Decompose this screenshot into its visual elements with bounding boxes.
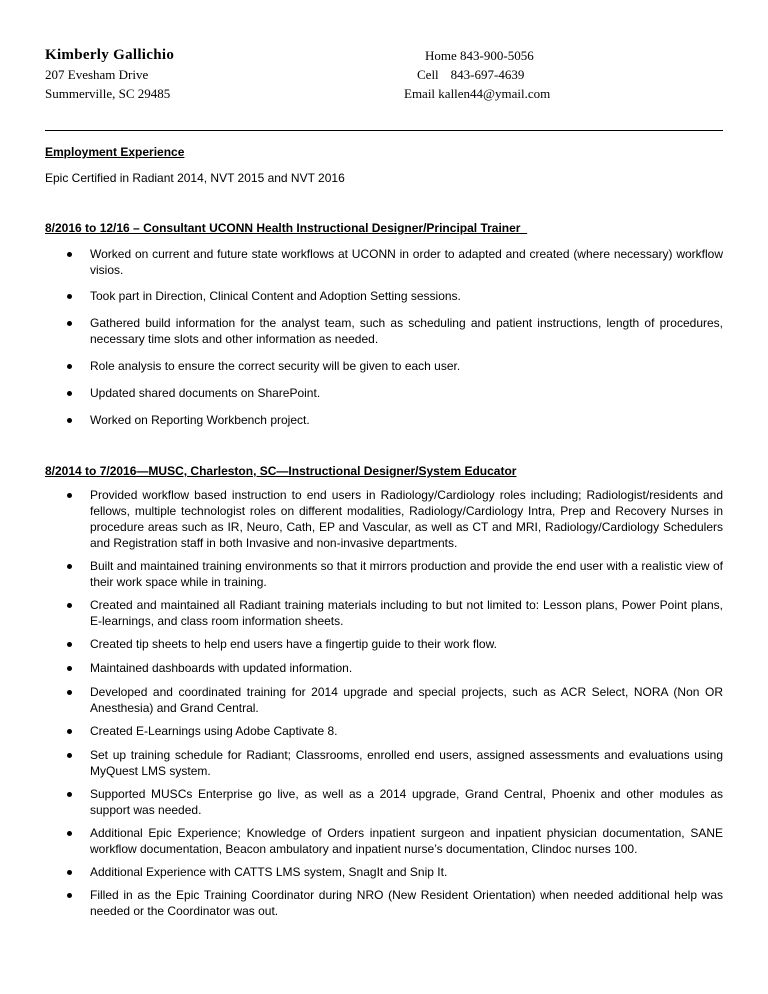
cell-phone-row xyxy=(404,65,550,84)
bullet-icon xyxy=(67,870,72,875)
list-item xyxy=(45,487,723,551)
bullet-icon xyxy=(67,893,72,898)
bullet-text: Additional Epic Experience; Knowledge of Orders inpatient surgeon and inpatient physician documentation, SANE workflow documentation, Beacon ambulatory and inpatient nurse’s documentation, Clindoc nurses 100. xyxy=(90,826,723,856)
bullet-text: Set up training schedule for Radiant; Classrooms, enrolled end users, assigned assessments and evaluations using MyQuest LMS system. xyxy=(90,748,723,778)
bullet-text: Created E-Learnings using Adobe Captivate 8. xyxy=(90,724,338,738)
header-divider xyxy=(45,130,723,131)
list-item xyxy=(45,358,723,374)
list-item xyxy=(45,558,723,590)
bullet-text: Created tip sheets to help end users have a fingertip guide to their work flow. xyxy=(90,637,497,651)
candidate-name: Kimberly Gallichio xyxy=(45,47,175,63)
bullet-text: Provided workflow based instruction to end users in Radiology/Cardiology roles including; Radiologist/residents and fellows, multiple technologist roles on different modalities, Radiology/Cardiology Intra, Prep and Recovery Nurses in procedure areas such as IR, Neuro, Cath, EP and Vascular, as well as CT and MRI, Radiology/Cardiology Schedulers and Registration staff in both Invasive and non-invasive departments. xyxy=(90,488,723,550)
bullet-icon xyxy=(67,729,72,734)
list-item xyxy=(45,636,723,652)
list-item xyxy=(45,864,723,880)
bullet-text: Filled in as the Epic Training Coordinator during NRO (New Resident Orientation) when needed additional help was needed or the Coordinator was out. xyxy=(90,888,723,918)
bullet-icon xyxy=(67,493,72,498)
job-bullet-list xyxy=(45,487,723,919)
list-item xyxy=(45,315,723,347)
bullet-icon xyxy=(67,252,72,257)
bullet-text: Worked on current and future state workflows at UCONN in order to adapted and created (where necessary) workflow visios. xyxy=(90,247,723,277)
job-bullet-list xyxy=(45,246,723,428)
list-item xyxy=(45,246,723,278)
address-line-1: 207 Evesham Drive xyxy=(45,67,149,82)
bullet-icon xyxy=(67,792,72,797)
home-label: Home xyxy=(425,48,457,63)
bullet-text: Updated shared documents on SharePoint. xyxy=(90,386,321,400)
list-item xyxy=(45,660,723,676)
bullet-text: Supported MUSCs Enterprise go live, as well as a 2014 upgrade, Grand Central, Phoenix and other modules as support was needed. xyxy=(90,787,723,817)
list-item xyxy=(45,747,723,779)
bullet-icon xyxy=(67,666,72,671)
address-line-2: Summerville, SC 29485 xyxy=(45,86,171,101)
phone-email-block xyxy=(404,46,550,103)
bullet-text: Worked on Reporting Workbench project. xyxy=(90,413,310,427)
bullet-text: Built and maintained training environments so that it mirrors production and provide the end user with a realistic view of their work space while in training. xyxy=(90,559,723,589)
job-title: 8/2014 to 7/2016—MUSC, Charleston, SC—Instructional Designer/System Educator xyxy=(45,464,517,478)
list-item xyxy=(45,597,723,629)
bullet-text: Gathered build information for the analyst team, such as scheduling and patient instructions, length of procedures, necessary time slots and other information as needed. xyxy=(90,316,723,346)
bullet-text: Maintained dashboards with updated information. xyxy=(90,661,353,675)
bullet-text: Took part in Direction, Clinical Content and Adoption Setting sessions. xyxy=(90,289,461,303)
email-row xyxy=(404,84,550,103)
bullet-text: Role analysis to ensure the correct security will be given to each user. xyxy=(90,359,461,373)
email-address[interactable]: kallen44@ymail.com xyxy=(438,86,551,101)
cell-phone: 843-697-4639 xyxy=(450,67,525,82)
cell-label: Cell xyxy=(417,67,439,82)
list-item xyxy=(45,385,723,401)
bullet-text: Developed and coordinated training for 2014 upgrade and special projects, such as ACR Select, NORA (Non OR Anesthesia) and Grand Central. xyxy=(90,685,723,715)
bullet-icon xyxy=(67,603,72,608)
list-item xyxy=(45,412,723,428)
list-item xyxy=(45,825,723,857)
section-title: Employment Experience xyxy=(45,145,185,159)
list-item xyxy=(45,786,723,818)
bullet-icon xyxy=(67,564,72,569)
home-phone-row xyxy=(404,46,550,65)
bullet-icon xyxy=(67,364,72,369)
email-label: Email xyxy=(404,86,436,101)
certification-line: Epic Certified in Radiant 2014, NVT 2015 and NVT 2016 xyxy=(45,171,345,185)
bullet-icon xyxy=(67,391,72,396)
bullet-icon xyxy=(67,294,72,299)
bullet-text: Created and maintained all Radiant training materials including to but not limited to: Lesson plans, Power Point plans, E-learnings, and class room information sheets. xyxy=(90,598,723,628)
list-item xyxy=(45,723,723,739)
list-item xyxy=(45,684,723,716)
list-item xyxy=(45,887,723,919)
job-title: 8/2016 to 12/16 – Consultant UCONN Health Instructional Designer/Principal Trainer xyxy=(45,221,528,235)
bullet-icon xyxy=(67,321,72,326)
bullet-icon xyxy=(67,753,72,758)
bullet-text: Additional Experience with CATTS LMS system, SnagIt and Snip It. xyxy=(90,865,448,879)
bullet-icon xyxy=(67,690,72,695)
bullet-icon xyxy=(67,831,72,836)
contact-block xyxy=(45,46,174,103)
home-phone: 843-900-5056 xyxy=(460,48,534,63)
list-item xyxy=(45,288,723,304)
bullet-icon xyxy=(67,642,72,647)
bullet-icon xyxy=(67,418,72,423)
